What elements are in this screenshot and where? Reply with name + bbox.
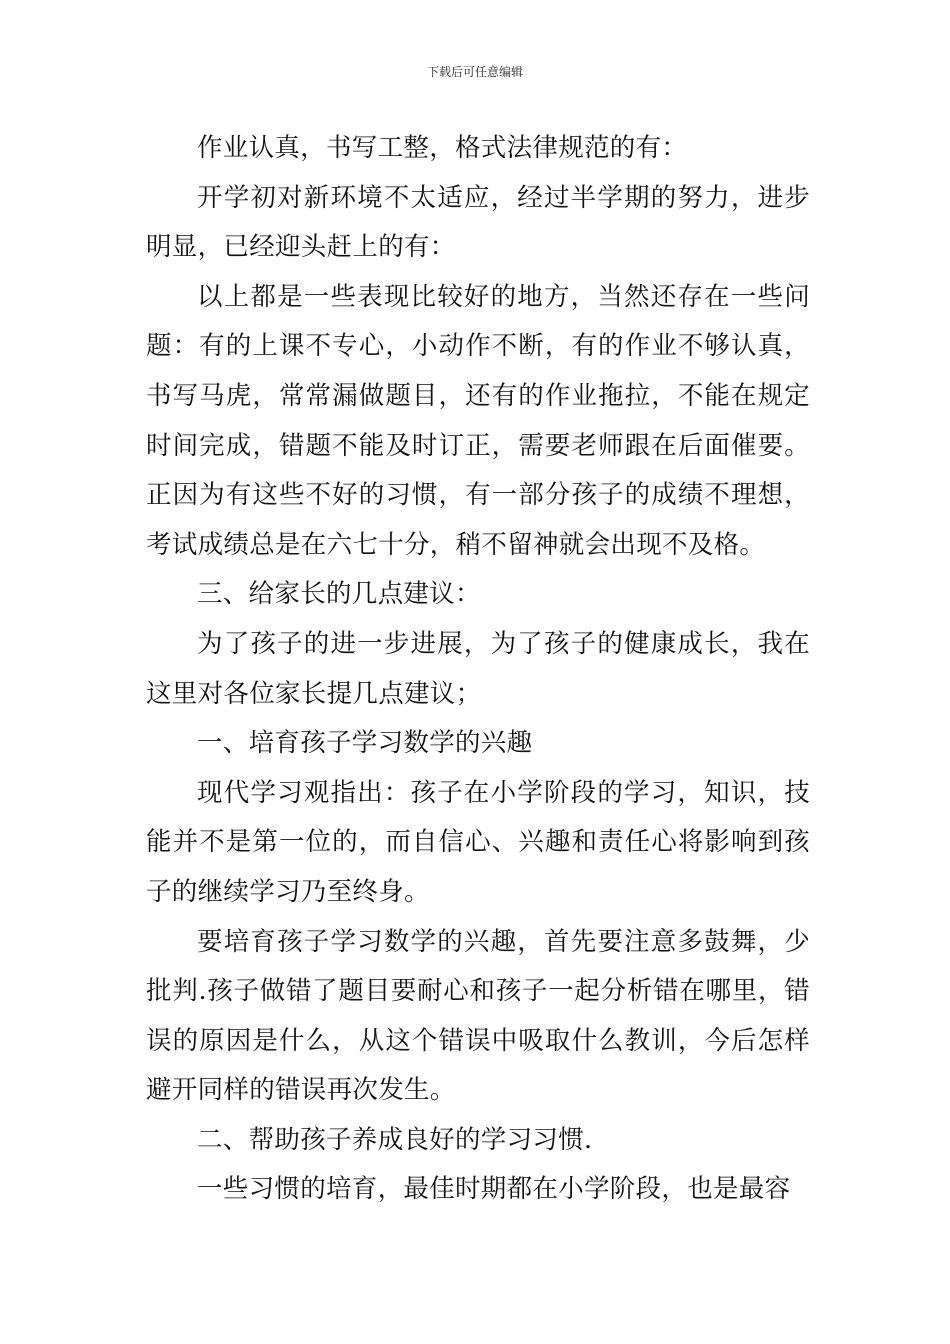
document-body bbox=[146, 124, 810, 1215]
section-heading-suggestions: 三、给家长的几点建议： bbox=[197, 579, 481, 610]
paragraph-progress: 开学初对新环境不太适应，经过半学期的努力，进步明显，已经迎头赶上的有： bbox=[146, 182, 810, 263]
paragraph-homework-neat: 作业认真，书写工整，格式法律规范的有： bbox=[197, 133, 688, 163]
paragraph-habits: 一些习惯的培育，最佳时期都在小学阶段，也是最容 bbox=[197, 1174, 791, 1205]
paragraph-learning-view: 现代学习观指出：孩子在小学阶段的学习，知识，技能并不是第一位的，而自信心、兴趣和责任心将影响到孩子的继续学习乃至终身。 bbox=[146, 777, 810, 907]
paragraph-suggestions-intro: 为了孩子的进一步进展，为了孩子的健康成长，我在这里对各位家长提几点建议； bbox=[146, 628, 810, 709]
paragraph-encouragement: 要培育孩子学习数学的兴趣，首先要注意多鼓舞，少批判.孩子做错了题目要耐心和孩子一起分析错在哪里，错误的原因是什么，从这个错误中吸取什么教训，今后怎样避开同样的错误再次发生。 bbox=[146, 926, 810, 1106]
subheading-interest: 一、培育孩子学习数学的兴趣 bbox=[197, 728, 533, 759]
page-header: 下载后可任意编辑 bbox=[426, 65, 523, 79]
subheading-habits: 二、帮助孩子养成良好的学习习惯. bbox=[197, 1124, 593, 1155]
paragraph-problems: 以上都是一些表现比较好的地方，当然还存在一些问题：有的上课不专心，小动作不断，有的作业不够认真，书写马虎，常常漏做题目，还有的作业拖拉，不能在规定时间完成，错题不能及时订正，需要老师跟在后面催要。正因为有这些不好的习惯，有一部分孩子的成绩不理想，考试成绩总是在六七十分，稍不留神就会出现不及格。 bbox=[146, 281, 810, 560]
